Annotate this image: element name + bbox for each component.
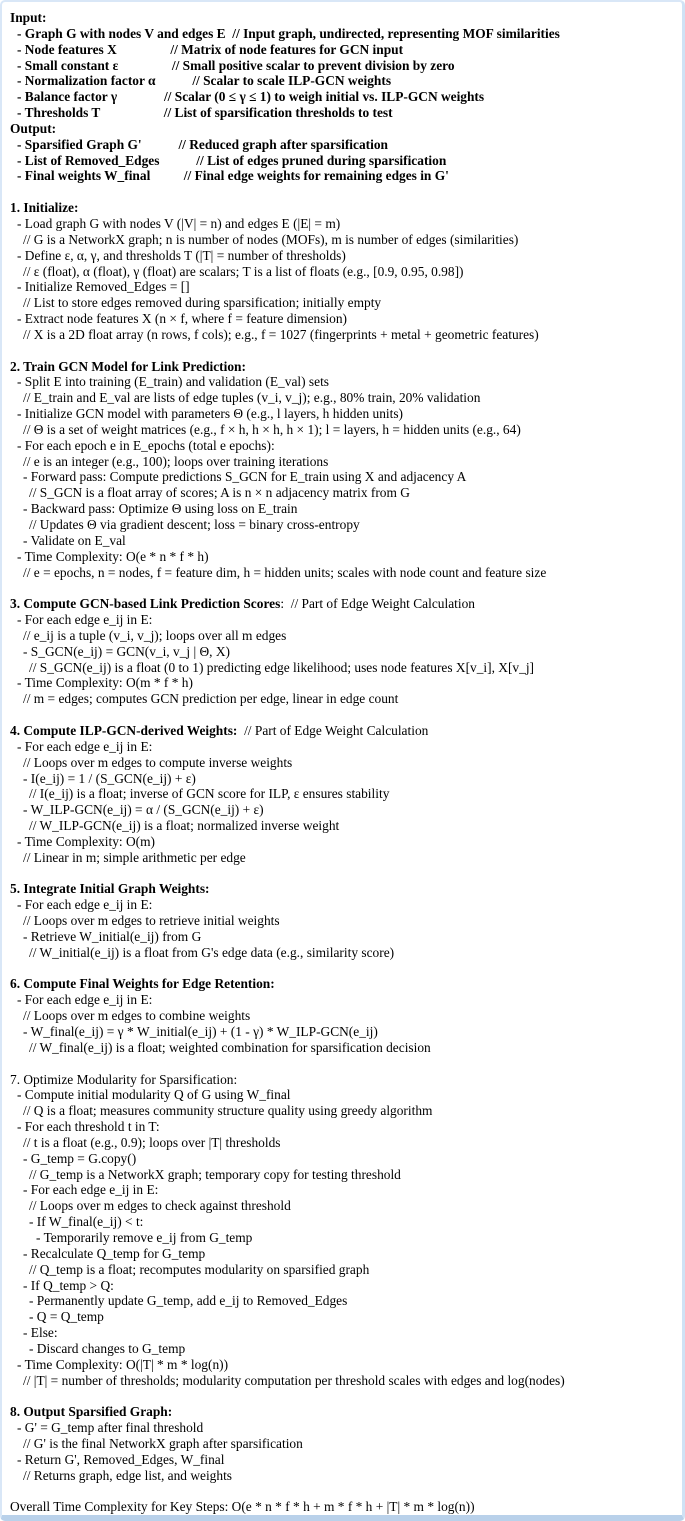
code-line: - For each threshold t in T: — [17, 1119, 160, 1135]
code-line: // W_final(e_ij) is a float; weighted combination for sparsification decision — [29, 1039, 431, 1055]
code-line: // G' is the final NetworkX graph after sparsification — [23, 1435, 303, 1451]
code-line: // X is a 2D float array (n rows, f cols); e.g., f = 1027 (fingerprints + metal + geometric features) — [23, 326, 539, 342]
code-line: 8. Output Sparsified Graph: — [10, 1404, 173, 1420]
code-line: - Compute initial modularity Q of G using W_final — [17, 1087, 291, 1103]
code-line: - Else: — [23, 1325, 58, 1341]
code-line: // G_temp is a NetworkX graph; temporary copy for testing threshold — [29, 1166, 401, 1182]
code-line: - For each edge e_ij in E: — [17, 738, 153, 754]
code-line: // m = edges; computes GCN prediction per edge, linear in edge count — [23, 691, 399, 707]
code-line: - For each epoch e in E_epochs (total e epochs): — [17, 437, 275, 453]
blank-line — [10, 707, 676, 723]
code-line: - G' = G_temp after final threshold — [17, 1420, 204, 1436]
code-line: // t is a float (e.g., 0.9); loops over |T| thresholds — [23, 1134, 281, 1150]
code-line: // |T| = number of thresholds; modularity computation per threshold scales with edges and log(nodes) — [23, 1372, 565, 1388]
blank-line — [10, 343, 676, 359]
code-line: - Small constant ε // Small positive scalar to prevent division by zero — [17, 57, 455, 73]
code-line: 1. Initialize: — [10, 200, 79, 216]
code-line: - Final weights W_final // Final edge weights for remaining edges in G' — [17, 168, 449, 184]
code-line: Input: — [10, 10, 47, 25]
code-line: // Returns graph, edge list, and weights — [23, 1467, 233, 1483]
code-line: // S_GCN is a float array of scores; A is n × n adjacency matrix from G — [29, 485, 410, 501]
code-line: // Linear in m; simple arithmetic per edge — [23, 849, 246, 865]
code-line: // W_ILP-GCN(e_ij) is a float; normalized inverse weight — [29, 818, 340, 834]
code-line: - Thresholds T // List of sparsification thresholds to test — [17, 105, 393, 121]
code-line: - For each edge e_ij in E: — [17, 897, 153, 913]
code-line: // ε (float), α (float), γ (float) are scalars; T is a list of floats (e.g., [0.9, 0.95, 0.98]) — [23, 263, 464, 279]
code-line: - Discard changes to G_temp — [29, 1340, 186, 1356]
code-line: // G is a NetworkX graph; n is number of nodes (MOFs), m is number of edges (similarities) — [23, 231, 519, 247]
code-line: // Θ is a set of weight matrices (e.g., f × h, h × h, h × 1); l = layers, h = hidden units (e.g., 64) — [23, 421, 521, 437]
code-line: - Retrieve W_initial(e_ij) from G — [23, 928, 202, 944]
code-line: - Permanently update G_temp, add e_ij to Removed_Edges — [29, 1293, 348, 1309]
code-line: - List of Removed_Edges // List of edges pruned during sparsification — [17, 152, 447, 168]
code-line: - G_temp = G.copy() — [23, 1150, 137, 1166]
code-line: - Time Complexity: O(|T| * m * log(n)) — [17, 1356, 229, 1372]
code-line: - Q = Q_temp — [29, 1309, 104, 1325]
code-line: Overall Time Complexity for Key Steps: O(e * n * f * h + m * f * h + |T| * m * log(n)) — [10, 1499, 475, 1515]
code-line: - Initialize Removed_Edges = [] — [17, 279, 190, 295]
code-line: // Updates Θ via gradient descent; loss = binary cross-entropy — [29, 517, 360, 532]
code-line: 4. Compute ILP-GCN-derived Weights: // Part of Edge Weight Calculation — [10, 722, 429, 738]
code-line: - Backward pass: Optimize Θ using loss on E_train — [23, 501, 298, 517]
code-line: - Recalculate Q_temp for G_temp — [23, 1245, 206, 1261]
code-line: - I(e_ij) = 1 / (S_GCN(e_ij) + ε) — [23, 770, 196, 786]
code-line: - For each edge e_ij in E: — [17, 612, 153, 628]
code-line: // Loops over m edges to combine weights — [23, 1008, 251, 1024]
code-line: - Initialize GCN model with parameters Θ (e.g., l layers, h hidden units) — [17, 406, 403, 422]
code-line: // Q is a float; measures community structure quality using greedy algorithm — [23, 1103, 433, 1119]
code-line: // Loops over m edges to retrieve initial weights — [23, 913, 280, 929]
code-line: // I(e_ij) is a float; inverse of GCN score for ILP, ε ensures stability — [29, 786, 390, 802]
code-line: // Loops over m edges to compute inverse weights — [23, 754, 293, 770]
code-line: // W_initial(e_ij) is a float from G's edge data (e.g., similarity score) — [29, 944, 395, 960]
blank-line — [10, 1056, 676, 1072]
code-line: 3. Compute GCN-based Link Prediction Scores: // Part of Edge Weight Calculation — [10, 596, 475, 612]
code-line: 6. Compute Final Weights for Edge Retention: — [10, 976, 275, 992]
code-line: // Q_temp is a float; recomputes modularity on sparsified graph — [29, 1261, 370, 1277]
code-line: // Loops over m edges to check against threshold — [29, 1198, 291, 1214]
code-line: - For each edge e_ij in E: — [23, 1182, 159, 1198]
code-line: // e_ij is a tuple (v_i, v_j); loops over all m edges — [23, 627, 287, 643]
code-line: - W_final(e_ij) = γ * W_initial(e_ij) + (1 - γ) * W_ILP-GCN(e_ij) — [23, 1024, 378, 1039]
code-line: - Time Complexity: O(m) — [17, 833, 156, 849]
blank-line — [10, 866, 676, 882]
code-line: - Validate on E_val — [23, 532, 126, 548]
code-line: 2. Train GCN Model for Link Prediction: — [10, 358, 246, 374]
code-line: - Sparsified Graph G' // Reduced graph after sparsification — [17, 136, 388, 152]
code-line: - Time Complexity: O(m * f * h) — [17, 675, 193, 691]
code-line: // e is an integer (e.g., 100); loops over training iterations — [23, 453, 329, 469]
code-line: - Normalization factor α // Scalar to scale ILP-GCN weights — [17, 73, 392, 89]
code-line: - For each edge e_ij in E: — [17, 992, 153, 1008]
blank-line — [10, 961, 676, 977]
algorithm-body — [10, 10, 676, 1515]
blank-line — [10, 580, 676, 596]
code-line: // e = epochs, n = nodes, f = feature dim, h = hidden units; scales with node count and feature size — [23, 564, 547, 580]
code-line: - Split E into training (E_train) and validation (E_val) sets — [17, 374, 330, 390]
code-line: - Node features X // Matrix of node features for GCN input — [17, 41, 404, 57]
code-line: - Graph G with nodes V and edges E // Input graph, undirected, representing MOF similarities — [17, 25, 560, 41]
code-line: 7. Optimize Modularity for Sparsification: — [10, 1071, 238, 1087]
code-line: - Balance factor γ // Scalar (0 ≤ γ ≤ 1) to weigh initial vs. ILP-GCN weights — [17, 89, 485, 105]
code-line: - Forward pass: Compute predictions S_GCN for E_train using X and adjacency A — [23, 469, 467, 485]
code-line: // S_GCN(e_ij) is a float (0 to 1) predicting edge likelihood; uses node features X[v_i], X[v_j] — [29, 659, 535, 675]
code-line: - Extract node features X (n × f, where f = feature dimension) — [17, 311, 348, 327]
code-line: - Return G', Removed_Edges, W_final — [17, 1451, 225, 1467]
code-line: - If W_final(e_ij) < t: — [29, 1214, 144, 1230]
code-line: - Define ε, α, γ, and thresholds T (|T| = number of thresholds) — [17, 247, 346, 263]
code-line: Output: — [10, 120, 57, 136]
code-line: - Temporarily remove e_ij from G_temp — [36, 1229, 253, 1245]
blank-line — [10, 184, 676, 200]
code-line: - If Q_temp > Q: — [23, 1277, 114, 1293]
blank-line — [10, 1388, 676, 1404]
code-line: // List to store edges removed during sparsification; initially empty — [23, 295, 382, 311]
blank-line — [10, 1483, 676, 1499]
code-line: - Time Complexity: O(e * n * f * h) — [17, 548, 209, 564]
code-line: - S_GCN(e_ij) = GCN(v_i, v_j | Θ, X) — [23, 643, 230, 659]
code-line: - W_ILP-GCN(e_ij) = α / (S_GCN(e_ij) + ε) — [23, 802, 264, 818]
code-line: 5. Integrate Initial Graph Weights: — [10, 881, 210, 897]
code-line: - Load graph G with nodes V (|V| = n) and edges E (|E| = m) — [17, 215, 341, 231]
code-line: // E_train and E_val are lists of edge tuples (v_i, v_j); e.g., 80% train, 20% validation — [23, 390, 481, 406]
